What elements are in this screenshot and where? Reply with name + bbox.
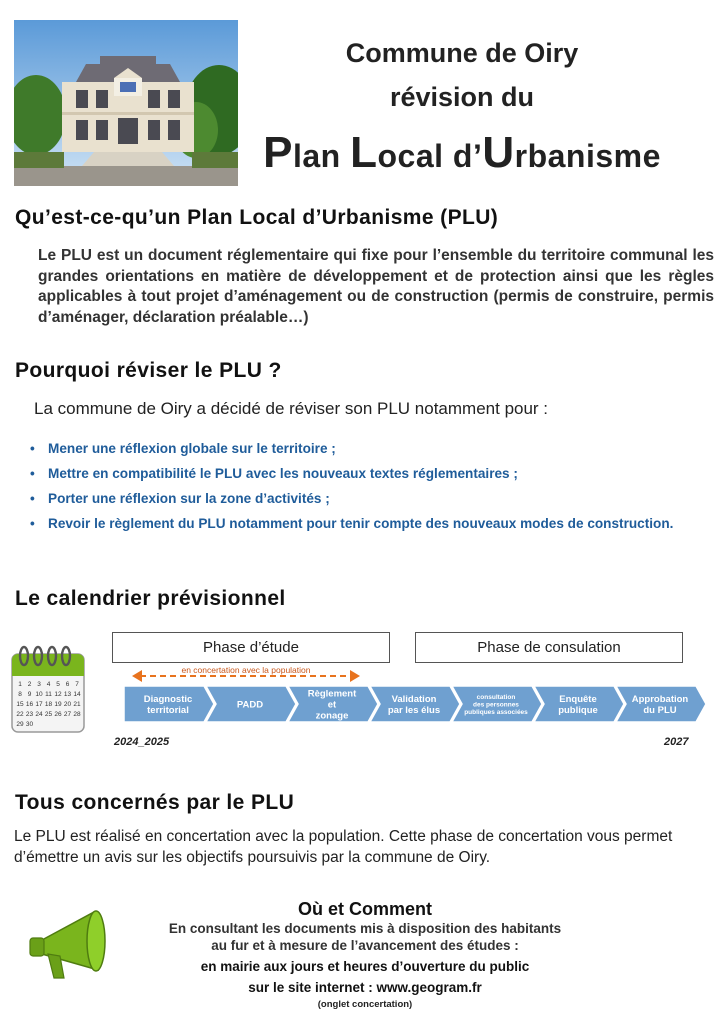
title-initial-p: P	[263, 128, 293, 177]
where-line-3: en mairie aux jours et heures d’ouverture du public	[200, 959, 530, 974]
where-line-5: (onglet concertation)	[317, 999, 413, 1010]
timeline-step-label: Diagnostic	[143, 693, 193, 705]
bullet-icon: •	[30, 516, 35, 531]
calendar-day-number: 14	[73, 691, 81, 698]
phase-study-box: Phase d’étude	[112, 632, 390, 663]
calendar-day-number: 19	[54, 701, 62, 708]
calendar-day-number: 22	[16, 711, 24, 718]
what-is-plu-text: Le PLU est un document réglementaire qui fixe pour l’ensemble du territoire communal les grandes orientations en matière de développement et de protection ainsi que les règles applicables à tout projet d’aménagement ou de construction (permis de construire, permis d’aménager, déclaration préalable…)	[38, 247, 714, 326]
town-hall-photo	[14, 20, 238, 186]
where-how-block	[130, 898, 600, 1011]
calendar-day-number: 13	[63, 691, 72, 698]
timeline-step-label: publique	[558, 704, 598, 716]
list-item: • Mener une réflexion globale sur le territoire ;	[30, 439, 673, 464]
calendar-day-number: 24	[35, 711, 43, 718]
calendar-day-number: 5	[56, 681, 60, 688]
title-initial-u: U	[482, 128, 515, 177]
title-part-ocal: ocal d’	[377, 138, 483, 174]
start-year: 2024_2025	[114, 736, 170, 748]
where-heading: Où et Comment	[297, 899, 432, 919]
bullet-icon: •	[30, 491, 35, 506]
calendar-day-number: 8	[18, 691, 22, 698]
calendar-day-number: 10	[35, 691, 43, 698]
heading-what-is-plu: Qu’est-ce-qu’un Plan Local d’Urbanisme (PLU)	[15, 206, 499, 229]
calendar-day-number: 11	[45, 691, 52, 698]
concertation-label: en concertation avec la population	[181, 665, 311, 675]
calendar-day-number: 15	[16, 701, 24, 708]
end-year: 2027	[664, 736, 689, 748]
timeline-step-label: consultation	[476, 693, 516, 701]
heading-calendar: Le calendrier prévisionnel	[15, 587, 286, 610]
title-revision: révision du	[389, 82, 535, 112]
calendar-day-number: 28	[73, 711, 81, 718]
calendar-day-number: 21	[73, 701, 81, 708]
megaphone-icon	[24, 906, 116, 988]
timeline-step-label: territorial	[147, 704, 189, 716]
calendar-day-number: 25	[44, 711, 53, 718]
calendar-day-number: 6	[65, 681, 70, 688]
calendar-day-number: 17	[35, 701, 43, 708]
timeline-step-label: Approbation	[631, 693, 689, 705]
calendar-day-number: 1	[18, 681, 22, 688]
list-item: • Revoir le règlement du PLU notamment pour tenir compte des nouveaux modes de construction.	[30, 514, 673, 539]
timeline	[110, 664, 706, 734]
why-intro-text: La commune de Oiry a décidé de réviser son PLU notamment pour :	[34, 399, 549, 418]
timeline-step-label: du PLU	[643, 704, 677, 716]
calendar-day-number: 12	[54, 691, 62, 698]
timeline-step-label: et	[327, 699, 337, 711]
calendar-day-number: 9	[27, 691, 32, 698]
calendar-day-number: 26	[54, 711, 62, 718]
calendar-day-number: 16	[25, 701, 34, 708]
calendar-day-number: 3	[37, 681, 41, 688]
calendar-day-number: 18	[44, 701, 53, 708]
calendar-day-number: 20	[63, 701, 72, 708]
calendar-day-number: 4	[46, 681, 51, 688]
timeline-step-label: PADD	[236, 699, 264, 711]
title-part-rbanisme: rbanisme	[514, 138, 661, 174]
where-line-1: En consultant les documents mis à disposition des habitants	[168, 921, 562, 936]
website-line[interactable]: sur le site internet : www.geogram.fr	[248, 980, 482, 995]
calendar-day-number: 7	[75, 681, 79, 688]
timeline-step-label: par les élus	[387, 704, 441, 716]
where-line-2: au fur et à mesure de l’avancement des études :	[211, 938, 519, 953]
calendar-day-number: 29	[16, 721, 24, 728]
objectives-list	[30, 439, 673, 539]
phase-consultation-box: Phase de consulation	[415, 632, 683, 663]
calendar-day-number: 23	[25, 711, 34, 718]
bullet-icon: •	[30, 441, 35, 456]
timeline-step-label: zonage	[315, 710, 349, 722]
title-initial-l: L	[350, 128, 378, 177]
calendar-day-number: 2	[27, 681, 32, 688]
list-item: • Porter une réflexion sur la zone d’activités ;	[30, 489, 673, 514]
title-part-lan: lan	[292, 138, 351, 174]
heading-concerned: Tous concernés par le PLU	[15, 791, 295, 814]
title-plu	[250, 128, 674, 178]
timeline-step-label: Règlement	[307, 688, 357, 700]
heading-why-revise: Pourquoi réviser le PLU ?	[15, 359, 282, 382]
bullet-icon: •	[30, 466, 35, 481]
calendar-day-number: 27	[63, 711, 72, 718]
timeline-step-label: Validation	[391, 693, 437, 705]
calendar-day-number: 30	[25, 721, 34, 728]
timeline-step-label: publiques associées	[464, 708, 528, 716]
concerned-text: Le PLU est réalisé en concertation avec la population. Cette phase de concertation vous permet d’émettre un avis sur les objectifs poursuivis par la commune de Oiry.	[14, 828, 673, 866]
timeline-step-label: Enquête	[559, 693, 597, 705]
calendar-icon	[8, 640, 88, 736]
list-item: • Mettre en compatibilité le PLU avec les nouveaux textes réglementaires ;	[30, 464, 673, 489]
title-commune: Commune de Oiry	[345, 38, 579, 68]
timeline-step-label: des personnes	[473, 701, 519, 709]
